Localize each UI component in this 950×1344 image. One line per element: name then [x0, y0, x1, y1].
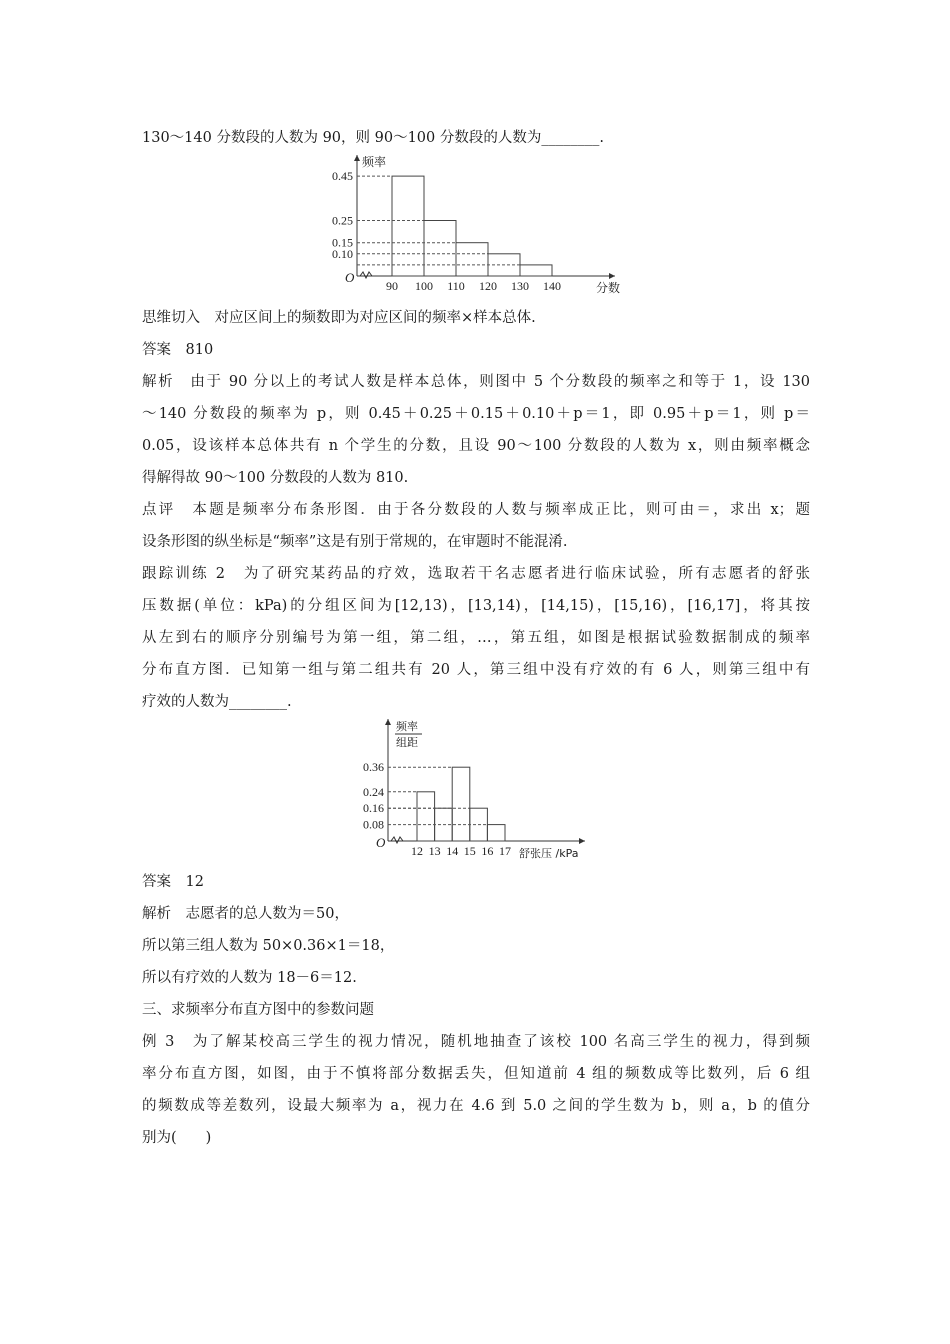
histogram-bar — [392, 176, 424, 276]
x-tick-label: 90 — [386, 279, 398, 293]
origin-label: O — [345, 270, 355, 285]
text-line: ～140 分数段的频率为 p，则 0.45＋0.25＋0.15＋0.10＋p＝1，即 0.95＋p＝1，则 p＝ — [142, 406, 810, 422]
histogram-bar — [520, 265, 552, 276]
x-tick-label: 13 — [428, 844, 441, 858]
section-heading: 三、求频率分布直方图中的参数问题 — [142, 1002, 374, 1018]
axis-break — [391, 837, 403, 843]
text-line: 疗效的人数为________. — [142, 694, 292, 710]
x-axis-arrow — [609, 273, 615, 279]
text-line: 例 3 为了解某校高三学生的视力情况，随机地抽查了该校 100 名高三学生的视力，得到频 — [142, 1034, 810, 1050]
answer-line: 答案 810 — [142, 342, 214, 358]
y-tick-label: 0.25 — [332, 213, 353, 228]
histogram-pressure — [360, 715, 600, 860]
text-line: 跟踪训练 2 为了研究某药品的疗效，选取若干名志愿者进行临床试验，所有志愿者的舒张 — [142, 566, 810, 582]
text-line: 得解得故 90～100 分数段的人数为 810. — [142, 470, 409, 486]
text-line: 所以有疗效的人数为 18－6＝12. — [142, 970, 357, 986]
text-line: 率分布直方图，如图，由于不慎将部分数据丢失，但知道前 4 组的频数成等比数列，后 6 组 — [142, 1066, 810, 1082]
origin-label: O — [376, 835, 386, 850]
histogram-bar — [417, 792, 435, 841]
y-tick-label: 0.15 — [332, 235, 353, 250]
y-axis-label: 频率 — [362, 155, 387, 169]
y-tick-label: 0.24 — [363, 784, 384, 799]
x-tick-label: 15 — [463, 844, 476, 858]
text-line: 分布直方图．已知第一组与第二组共有 20 人，第三组中没有疗效的有 6 人，则第三组中有 — [142, 662, 810, 678]
x-tick-label: 110 — [447, 279, 465, 293]
y-tick-label: 0.08 — [363, 817, 384, 832]
text-line: 从左到右的顺序分别编号为第一组，第二组，…，第五组，如图是根据试验数据制成的频率 — [142, 630, 810, 646]
x-tick-label: 17 — [499, 844, 511, 858]
text-line: 压数据(单位：kPa)的分组区间为[12,13)，[13,14)，[14,15)，[15,16)，[16,17]，将其按 — [142, 598, 810, 614]
y-axis-arrow — [385, 719, 391, 725]
text-line: 130～140 分数段的人数为 90，则 90～100 分数段的人数为________. — [142, 130, 604, 146]
text-line: 所以第三组人数为 50×0.36×1＝18， — [142, 938, 395, 954]
x-axis-arrow — [579, 838, 585, 844]
x-tick-label: 16 — [481, 844, 494, 858]
histogram-bar — [456, 243, 488, 276]
text-line: 思维切入 对应区间上的频数即为对应区间的频率×样本总体. — [142, 310, 536, 326]
answer-line: 答案 12 — [142, 874, 204, 890]
y-axis-arrow — [354, 155, 360, 161]
text-line: 0.05，设该样本总体共有 n 个学生的分数，且设 90～100 分数段的人数为 x，则由频率概念 — [142, 438, 810, 454]
y-axis-label-numerator: 频率 — [396, 720, 418, 733]
x-tick-label: 140 — [543, 279, 561, 293]
text-line: 解析 志愿者的总人数为＝50， — [142, 906, 349, 922]
histogram-bar — [424, 221, 456, 277]
text-line: 别为( ) — [142, 1130, 212, 1146]
y-tick-label: 0.45 — [332, 169, 353, 184]
x-tick-label: 100 — [415, 279, 433, 293]
x-tick-label: 12 — [411, 844, 423, 858]
text-line: 设条形图的纵坐标是“频率”这是有别于常规的，在审题时不能混淆. — [142, 534, 568, 550]
x-axis-label: 舒张压 /kPa — [519, 847, 579, 860]
y-tick-label: 0.10 — [332, 246, 353, 261]
x-axis-label: 分数 — [596, 281, 621, 295]
y-tick-label: 0.16 — [363, 801, 384, 816]
x-tick-label: 130 — [511, 279, 529, 293]
text-line: 的频数成等差数列，设最大频率为 a，视力在 4.6 到 5.0 之间的学生数为 b，则 a，b 的值分 — [142, 1098, 810, 1114]
x-tick-label: 120 — [479, 279, 497, 293]
y-tick-label: 0.36 — [363, 760, 384, 775]
histogram-bar — [452, 767, 470, 841]
text-line: 解析 由于 90 分以上的考试人数是样本总体，则图中 5 个分数段的频率之和等于 1，设 130 — [142, 374, 810, 390]
histogram-scores — [320, 150, 630, 300]
axis-break — [360, 272, 372, 278]
y-axis-label-denominator: 组距 — [396, 736, 418, 749]
x-tick-label: 14 — [446, 844, 459, 858]
histogram-bar — [487, 825, 505, 841]
text-line: 点评 本题是频率分布条形图．由于各分数段的人数与频率成正比，则可由＝，求出 x；题 — [142, 502, 810, 518]
